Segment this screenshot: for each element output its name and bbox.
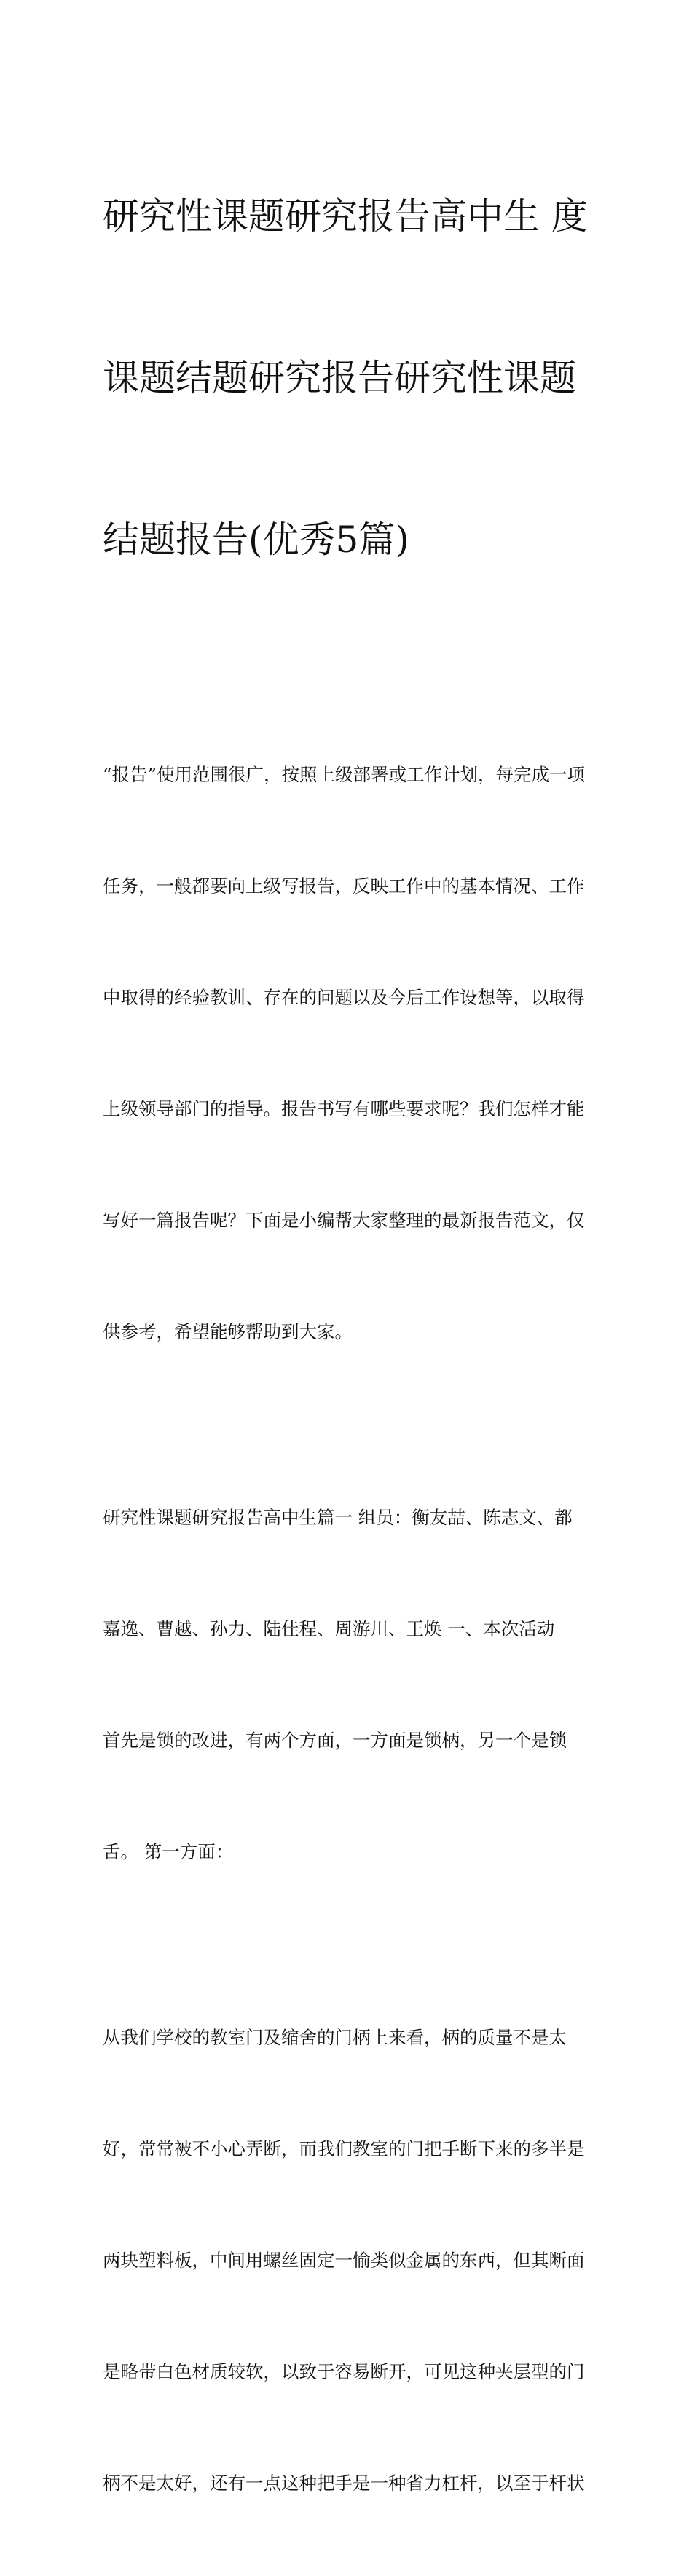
- text-line: 任务，一般都要向上级写报告，反映工作中的基本情况、工作: [103, 875, 585, 897]
- section-paragraph: [103, 1425, 594, 1945]
- text-line: 舌。 第一方面：: [103, 1841, 234, 1862]
- title-line: 研究性课题研究报告高中生 度: [103, 195, 588, 237]
- text-line: 首先是锁的改进，有两个方面，一方面是锁柄，另一个是锁: [103, 1730, 567, 1751]
- text-line: 写好一篇报告呢？下面是小编帮大家整理的最新报告范文，仅: [103, 1210, 585, 1231]
- title-line: 结题报告(优秀5篇): [103, 519, 409, 561]
- text-line: 是略带白色材质较软，以致于容易断开，可见这种夹层型的门: [103, 2361, 585, 2382]
- title-line: 课题结题研究报告研究性课题: [103, 357, 576, 399]
- text-line: 好，常常被不小心弄断，而我们教室的门把手断下来的多半是: [103, 2138, 585, 2159]
- text-line: “报告”使用范围很广，按照上级部署或工作计划，每完成一项: [103, 764, 586, 785]
- text-line: 供参考，希望能够帮助到大家。: [103, 1321, 353, 1342]
- text-line: 从我们学校的教室门及缩舍的门柄上来看，柄的质量不是太: [103, 2027, 567, 2048]
- body-paragraph: [103, 1945, 594, 2576]
- text-line: 嘉逸、曹越、孙力、陆佳程、周游川、王焕 一、本次活动: [103, 1618, 555, 1639]
- text-line: 上级领导部门的指导。报告书写有哪些要求呢？我们怎样才能: [103, 1098, 585, 1119]
- intro-paragraph: [103, 682, 594, 1425]
- text-line: 柄不是太好，还有一点这种把手是一种省力杠杆，以至于杆状: [103, 2473, 585, 2494]
- text-line: 研究性课题研究报告高中生篇一 组员：衡友喆、陈志文、都: [103, 1507, 573, 1528]
- document-title: [103, 82, 594, 674]
- text-line: 中取得的经验教训、存在的问题以及今后工作设想等，以取得: [103, 987, 585, 1008]
- document-content: [103, 82, 594, 2576]
- text-line: 两块塑料板，中间用螺丝固定一愉类似金属的东西，但其断面: [103, 2250, 585, 2271]
